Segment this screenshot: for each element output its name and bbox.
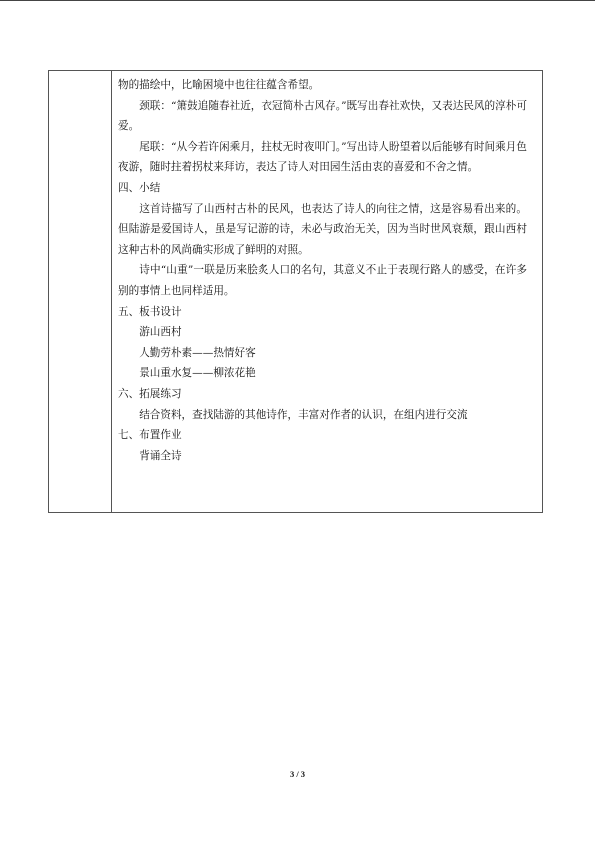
extension-text: 结合资料，查找陆游的其他诗作，丰富对作者的认识，在组内进行交流 [139, 408, 468, 421]
lesson-table [48, 70, 543, 513]
label-column [49, 71, 112, 512]
section-heading-extension: 六、拓展练习 [118, 387, 182, 400]
content-column [112, 71, 542, 512]
board-line: 人勤劳朴素——热情好客 [139, 346, 256, 359]
summary-paragraph-1: 这首诗描写了山西村古朴的民风，也表达了诗人的向往之情，这是容易看出来的。但陆游是爱国诗人，虽是写记游的诗，未必与政治无关，因为当时世风衰颓，跟山西村这种古朴的风尚确实形成了鲜明的对照。 [118, 202, 527, 256]
section-heading-homework: 七、布置作业 [118, 429, 182, 442]
weilian-paragraph: 尾联：“从今若许闲乘月，拄杖无时夜叩门。”写出诗人盼望着以后能够有时间乘月色夜游，随时拄着拐杖来拜访，表达了诗人对田园生活由衷的喜爱和不舍之情。 [118, 140, 527, 174]
homework-text: 背诵全诗 [139, 449, 182, 462]
section-heading-board: 五、板书设计 [118, 305, 182, 318]
board-line: 景山重水复——柳浓花艳 [139, 367, 256, 380]
jinglian-paragraph: 颈联：“箫鼓追随春社近，衣冠简朴古风存。”既写出春社欢快，又表达民风的淳朴可爱。 [118, 99, 527, 133]
section-heading-summary: 四、小结 [118, 181, 161, 194]
page-number: 3 / 3 [289, 769, 306, 779]
continuation-paragraph: 物的描绘中，比喻困境中也往往蕴含希望。 [118, 79, 320, 91]
board-line: 游山西村 [139, 326, 182, 339]
summary-paragraph-2: 诗中“山重”一联是历来脍炙人口的名句，其意义不止于表现行路人的感受，在许多别的事情上也同样适用。 [118, 264, 527, 297]
header-rule [0, 0, 595, 1]
